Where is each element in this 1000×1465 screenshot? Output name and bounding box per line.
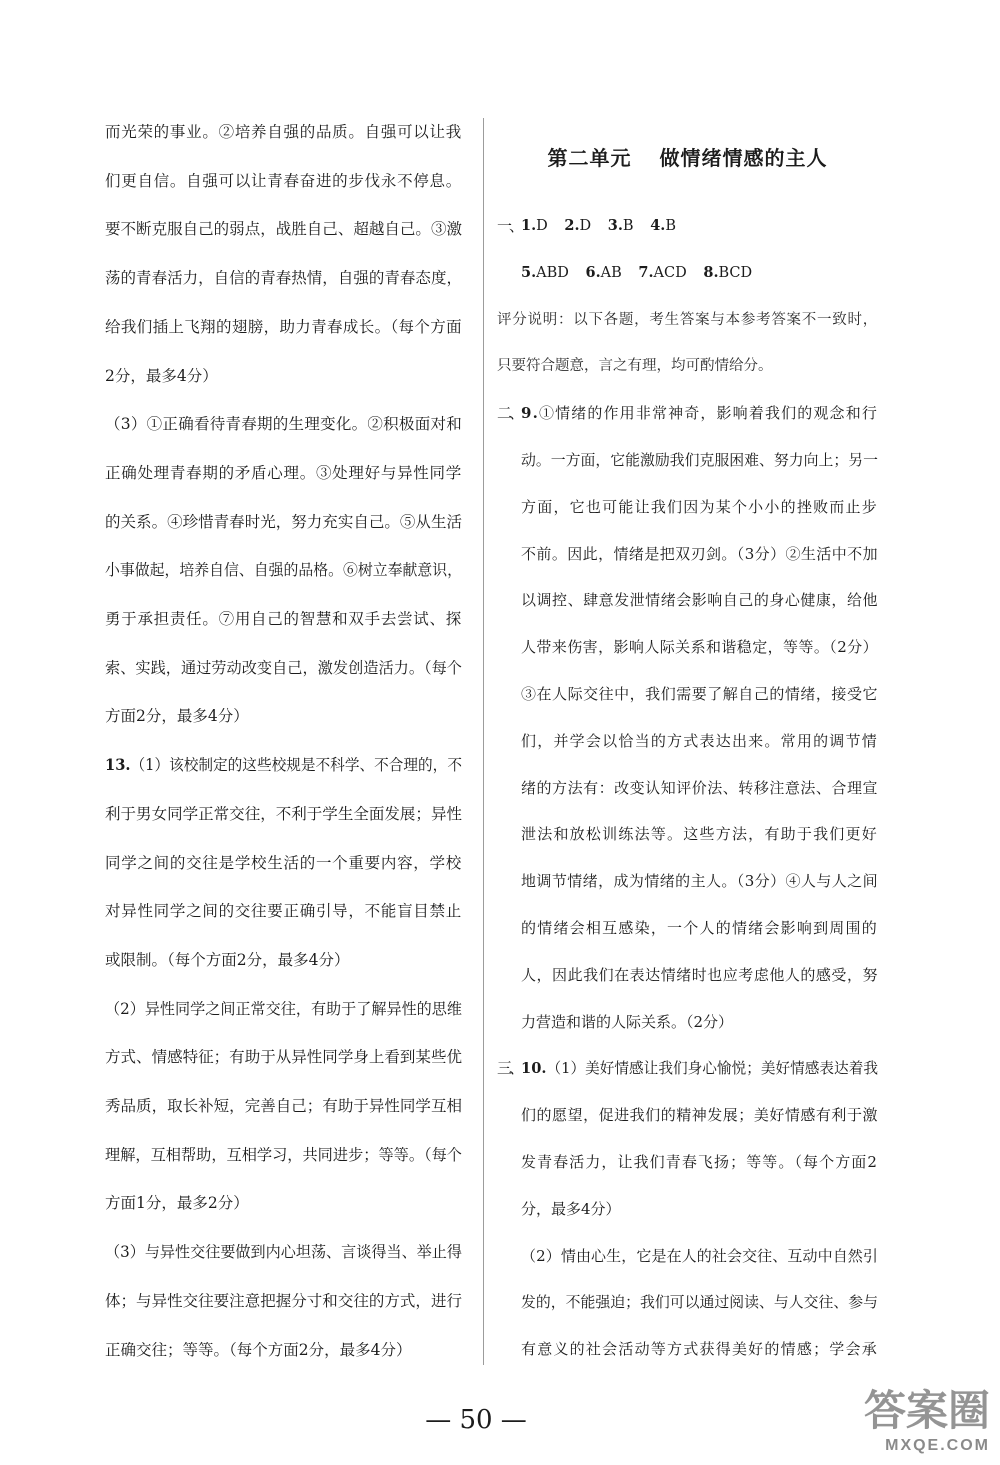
answer-choice: B: [622, 218, 634, 234]
answer-line: 小事做起，培养自信、自强的品格。⑥树立奉献意识，: [105, 561, 462, 580]
scoring-note-line: 只要符合题意，言之有理，均可酌情给分。: [497, 358, 773, 375]
unit-topic: 做情绪情感的主人: [659, 146, 828, 170]
answer-choice: AB: [600, 264, 622, 281]
question-number: 10.: [521, 1059, 547, 1078]
answer-line: 而光荣的事业。②培养自强的品质。自强可以让我: [105, 123, 462, 141]
answer-line: 分，最多4分）: [521, 1199, 621, 1218]
answer-choice: D: [536, 218, 548, 234]
answer-line-text: （1）该校制定的这些校规是不科学、不合理的，不: [130, 756, 462, 775]
answer-line: （3）①正确看待青春期的生理变化。②积极面对和: [105, 415, 462, 434]
answer-item: [564, 218, 591, 234]
question-number: 3.: [607, 217, 623, 234]
answer-choice: ACD: [653, 264, 687, 281]
question-number: 6.: [585, 263, 601, 281]
answer-item: [650, 218, 676, 234]
watermark-url: MXQE.COM: [885, 1437, 990, 1454]
answer-line: 人带来伤害，影响人际关系和谐稳定，等等。（2分）: [521, 638, 878, 657]
answer-line: 给我们插上飞翔的翅膀，助力青春成长。（每个方面: [105, 317, 462, 336]
answer-line: [521, 390, 878, 437]
answer-line: 方式、情感特征；有助于从异性同学身上看到某些优: [105, 1048, 462, 1067]
answer-line: 勇于承担责任。⑦用自己的智慧和双手去尝试、探: [105, 610, 462, 629]
answer-line: 有意义的社会活动等方式获得美好的情感；学会承: [521, 1340, 878, 1359]
watermark-logo: 答案圈: [863, 1386, 990, 1435]
scoring-note-line: 评分说明：以下各题，考生答案与本参考答案不一致时，: [497, 311, 878, 328]
answer-line: 发青春活力，让我们青春飞扬；等等。（每个方面2: [521, 1152, 878, 1171]
answer-item: [638, 265, 686, 281]
answer-line: 发的，不能强迫；我们可以通过阅读、与人交往、参与: [521, 1293, 878, 1312]
section-label: 二、: [497, 404, 522, 423]
answer-line: 对异性同学之间的交往要正确引导，不能盲目禁止: [105, 902, 462, 921]
question-number: 7.: [638, 263, 654, 281]
column-divider: [483, 118, 484, 1365]
left-column: [105, 108, 462, 1374]
answer-choice: ABD: [536, 264, 569, 281]
question-number: 8.: [703, 263, 719, 281]
unit-name: 第二单元: [547, 146, 632, 170]
watermark: [830, 1386, 990, 1456]
answer-line: 方面1分，最多2分）: [105, 1194, 249, 1213]
answer-line: 理解，互相帮助，互相学习，共同进步；等等。（每个: [105, 1145, 463, 1164]
answer-line: 索、实践，通过劳动改变自己，激发创造活力。（每个: [105, 658, 463, 677]
answer-line: 利于男女同学正常交往，不利于学生全面发展；异性: [105, 804, 462, 823]
answer-line: 力营造和谐的人际关系。（2分）: [521, 1012, 734, 1031]
answer-line: 的关系。④珍惜青春时光，努力充实自己。⑤从生活: [105, 512, 462, 531]
section-two: [497, 390, 878, 437]
answer-line: 2分，最多4分）: [105, 366, 218, 385]
answer-line: 正确处理青春期的矛盾心理。③处理好与异性同学: [105, 463, 462, 482]
answer-item: [521, 218, 548, 234]
answer-line: 正确交往；等等。（每个方面2分，最多4分）: [105, 1340, 412, 1359]
answer-line: 体；与异性交往要注意把握分寸和交往的方式，进行: [105, 1291, 462, 1310]
answer-line: 不前。因此，情绪是把双刃剑。（3分）②生活中不加: [521, 544, 878, 563]
question-number: 4.: [650, 217, 666, 234]
section-one: [497, 203, 878, 250]
answer-line: （3）与异性交往要做到内心坦荡、言谈得当、举止得: [105, 1243, 462, 1262]
answer-choice: D: [579, 218, 592, 234]
answer-line: 的情绪会相互感染，一个人的情绪会影响到周围的: [521, 918, 878, 937]
question-number: 9.: [521, 404, 539, 423]
answer-item: [521, 265, 569, 281]
question-number: 2.: [564, 217, 580, 234]
answer-line: 们的愿望，促进我们的精神发展；美好情感有利于激: [521, 1106, 878, 1125]
answer-line: （2）情由心生，它是在人的社会交往、互动中自然引: [521, 1246, 878, 1265]
answer-line: （2）异性同学之间正常交往，有助于了解异性的思维: [105, 999, 462, 1018]
answer-line: 秀品质，取长补短，完善自己；有助于异性同学互相: [105, 1097, 462, 1116]
answer-line: 荡的青春活力，自信的青春热情，自强的青春态度，: [105, 269, 462, 288]
answer-line-text: （1）美好情感让我们身心愉悦；美好情感表达着我: [546, 1059, 878, 1078]
question-number: 5.: [521, 263, 537, 281]
answer-choice: BCD: [718, 264, 753, 281]
answer-line-text: ①情绪的作用非常神奇，影响着我们的观念和行: [538, 404, 878, 423]
answer-item: [703, 265, 752, 281]
answer-line: 绪的方法有：改变认知评价法、转移注意法、合理宣: [521, 778, 878, 797]
page-number: — 50 —: [425, 1405, 527, 1435]
right-column: [497, 203, 878, 1373]
answer-line: 地调节情绪，成为情绪的主人。（3分）④人与人之间: [521, 872, 878, 891]
answer-line: 们，并学会以恰当的方式表达出来。常用的调节情: [521, 731, 878, 750]
answer-line: 们更自信。自强可以让青春奋进的步伐永不停息。: [105, 171, 462, 190]
answer-line: 同学之间的交往是学校生活的一个重要内容，学校: [105, 853, 462, 872]
answer-line: ③在人际交往中，我们需要了解自己的情绪，接受它: [521, 684, 878, 703]
answer-line: 人，因此我们在表达情绪时也应考虑他人的感受，努: [521, 965, 878, 984]
question-number: 1.: [521, 217, 537, 234]
answer-line: 要不断克服自己的弱点，战胜自己、超越自己。③激: [105, 220, 462, 239]
answer-line: 方面2分，最多4分）: [105, 707, 249, 726]
answer-line: 方面，它也可能让我们因为某个小小的挫败而止步: [521, 497, 878, 516]
answer-line: [105, 741, 462, 790]
answer-choice: B: [665, 218, 676, 234]
answer-line: 或限制。（每个方面2分，最多4分）: [105, 950, 350, 969]
answer-line: 泄法和放松训练法等。这些方法，有助于我们更好: [521, 825, 878, 844]
answer-row: [521, 203, 878, 250]
answer-item: [586, 265, 622, 281]
question-number: 13.: [105, 755, 131, 775]
answer-item: [608, 218, 634, 234]
answer-line: 以调控、肆意发泄情绪会影响自己的身心健康，给他: [521, 591, 878, 610]
answer-line: [521, 1045, 878, 1092]
section-three: [497, 1045, 878, 1092]
answer-line: 动。一方面，它能激励我们克服困难、努力向上；另一: [521, 450, 878, 469]
answer-row: [521, 250, 878, 297]
unit-title: [497, 142, 878, 174]
section-label: 一、: [497, 217, 522, 235]
section-label: 三、: [497, 1059, 522, 1078]
